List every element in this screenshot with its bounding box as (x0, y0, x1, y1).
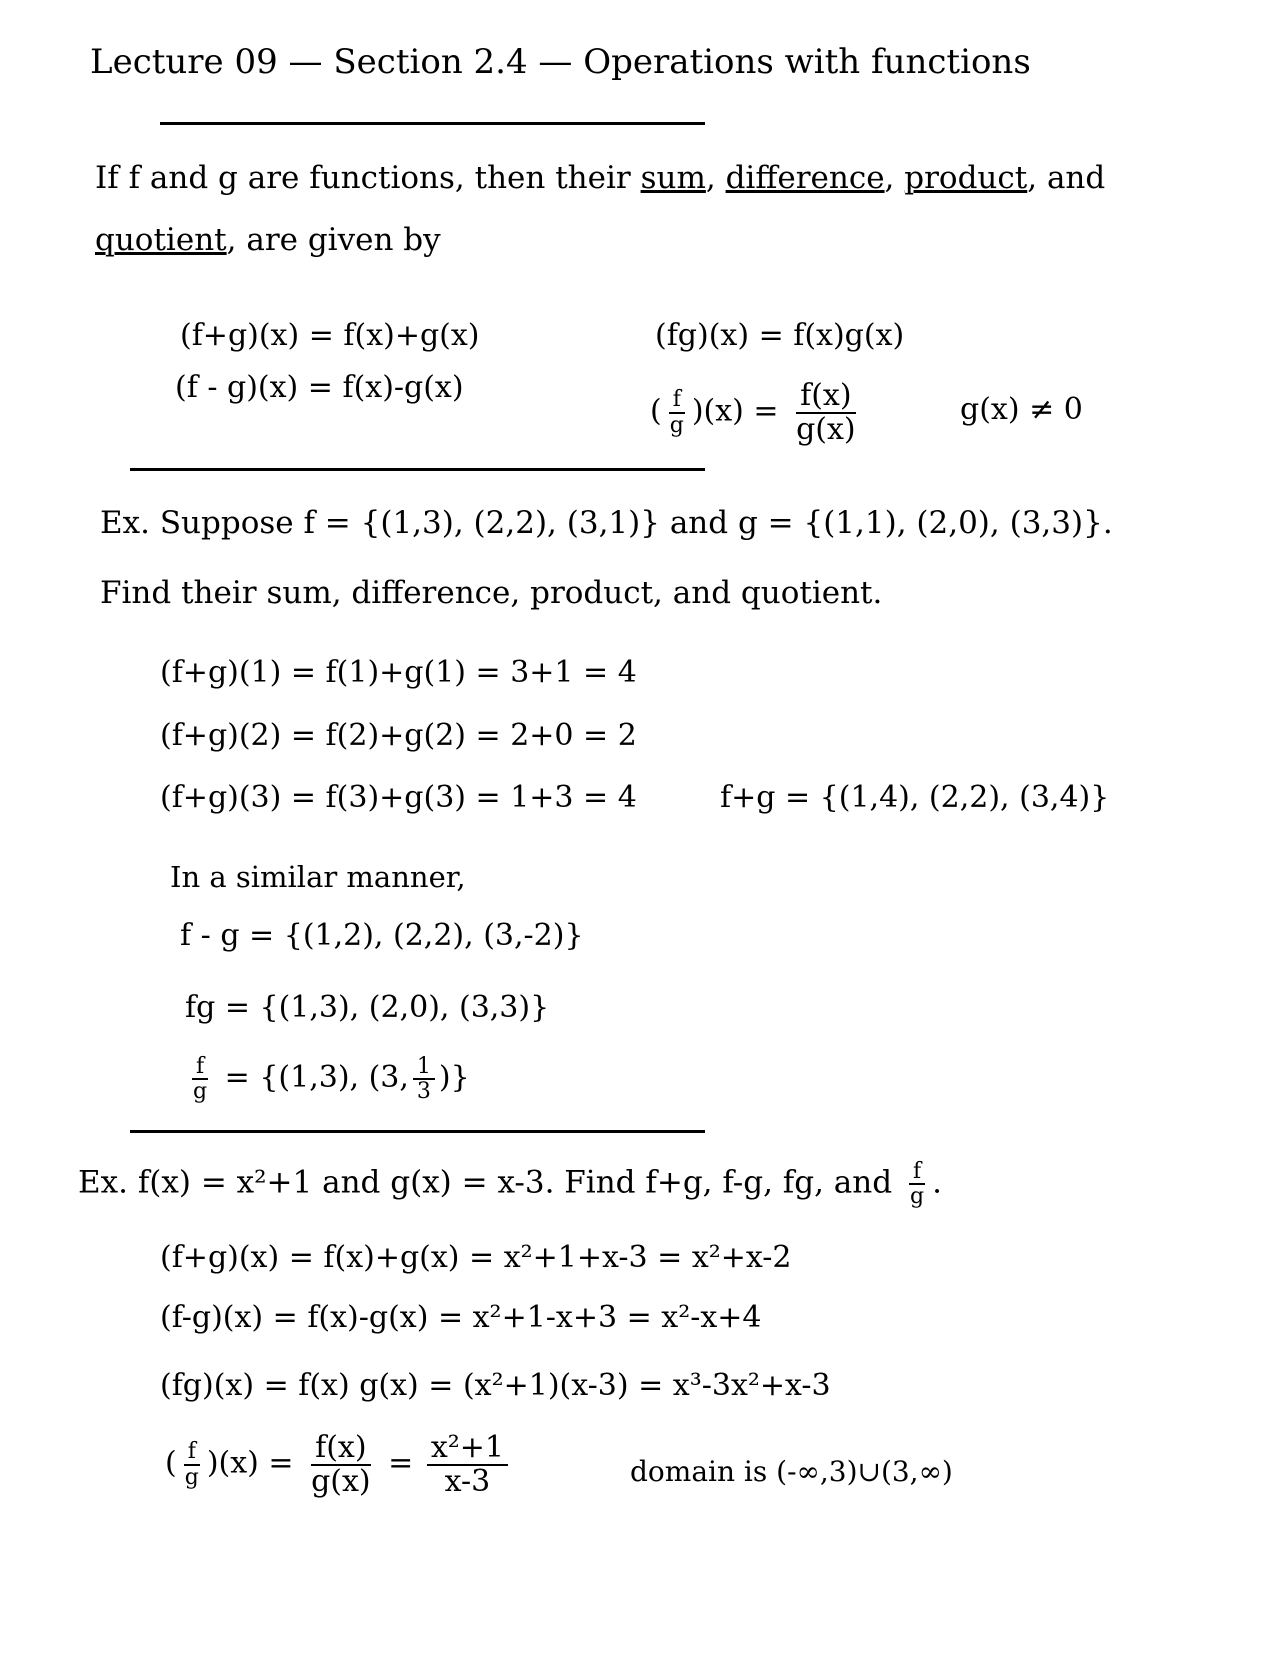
example2-quotient: ( $\frac{f}{g}$ )(x) = $\frac{f(x)}{g(x)}$ = $\frac{\text{x²+1}}{x-3}$ (165, 1432, 512, 1497)
example2-statement (78, 1160, 942, 1208)
fraction (413, 1055, 435, 1103)
denominator: g (669, 412, 684, 438)
example1-quotient-result (185, 1055, 470, 1103)
denominator: g(x) (311, 1463, 371, 1499)
example1-difference-result: f - g = {(1,2), (2,2), (3,-2)} (180, 918, 584, 953)
example1-product-result: fg = {(1,3), (2,0), (3,3)} (185, 990, 550, 1025)
def-difference: (f - g)(x) = f(x)-g(x) (175, 370, 464, 405)
numerator: 1 (413, 1055, 435, 1080)
numerator: f (184, 1440, 200, 1465)
expr: (x) = (218, 1445, 294, 1481)
term-quotient: quotient (95, 222, 227, 258)
numerator: f(x) (311, 1432, 370, 1466)
fraction (792, 380, 860, 445)
denominator: g (193, 1079, 208, 1105)
intro-line-1 (95, 160, 1105, 196)
def-product: (fg)(x) = f(x)g(x) (655, 318, 905, 353)
fraction (666, 388, 688, 436)
example1-similar: In a similar manner, (170, 860, 466, 894)
fraction (906, 1160, 928, 1208)
intro-text: , are given by (226, 222, 441, 258)
separator: , (884, 160, 895, 196)
example1-work-3: (f+g)(3) = f(3)+g(3) = 1+3 = 4 (160, 780, 637, 815)
term-difference: difference (725, 160, 885, 196)
divider (130, 468, 705, 471)
def-sum: (f+g)(x) = f(x)+g(x) (180, 318, 480, 353)
denominator: g (909, 1184, 925, 1210)
expr: (x) = (703, 393, 779, 429)
numerator: x²+1 (427, 1432, 508, 1466)
example2-difference: (f-g)(x) = f(x)-g(x) = x²+1-x+3 = x²-x+4 (160, 1300, 762, 1335)
expr: )} (438, 1060, 470, 1096)
example1-work-1: (f+g)(1) = f(1)+g(1) = 3+1 = 4 (160, 655, 637, 690)
example1-work-2: (f+g)(2) = f(2)+g(2) = 2+0 = 2 (160, 718, 637, 753)
fraction (307, 1432, 375, 1497)
numerator: f (909, 1160, 925, 1185)
denominator: 3 (416, 1079, 431, 1105)
separator: , and (1027, 160, 1106, 196)
example2-sum: (f+g)(x) = f(x)+g(x) = x²+1+x-3 = x²+x-2 (160, 1240, 792, 1275)
numerator: f (669, 388, 685, 413)
term-sum: sum (640, 160, 706, 196)
denominator: g(x) (796, 411, 856, 447)
intro-line-2 (95, 222, 441, 258)
separator: , (705, 160, 716, 196)
numerator: f(x) (796, 380, 855, 414)
denominator: g (184, 1464, 199, 1490)
divider (160, 122, 705, 125)
example2-domain: domain is (-∞,3)∪(3,∞) (630, 1455, 953, 1488)
example1-sum-result: f+g = {(1,4), (2,2), (3,4)} (720, 780, 1110, 815)
denominator: x-3 (444, 1463, 491, 1499)
statement-text: . (932, 1164, 942, 1201)
statement-text: Ex. f(x) = x²+1 and g(x) = x-3. Find f+g, f-g, fg, and (78, 1164, 893, 1201)
fraction (189, 1055, 211, 1103)
fraction (427, 1432, 508, 1497)
def-quotient: ( $\frac{f}{g}$ )(x) = $\frac{f(x)}{g(x)}$ (650, 380, 864, 445)
intro-text: If f and g are functions, then their (95, 160, 631, 196)
page-title: Lecture 09 — Section 2.4 — Operations with functions (90, 42, 1031, 82)
example1-statement-1: Ex. Suppose f = {(1,3), (2,2), (3,1)} and g = {(1,1), (2,0), (3,3)}. (100, 505, 1113, 541)
expr: = (388, 1445, 414, 1481)
term-product: product (904, 160, 1028, 196)
example2-product: (fg)(x) = f(x) g(x) = (x²+1)(x-3) = x³-3x²+x-3 (160, 1368, 831, 1403)
def-quotient-condition: g(x) ≠ 0 (960, 392, 1083, 427)
fraction (181, 1440, 203, 1488)
divider (130, 1130, 705, 1133)
expr: = {(1,3), (3, (224, 1060, 409, 1096)
example1-statement-2: Find their sum, difference, product, and quotient. (100, 575, 883, 611)
numerator: f (192, 1055, 208, 1080)
